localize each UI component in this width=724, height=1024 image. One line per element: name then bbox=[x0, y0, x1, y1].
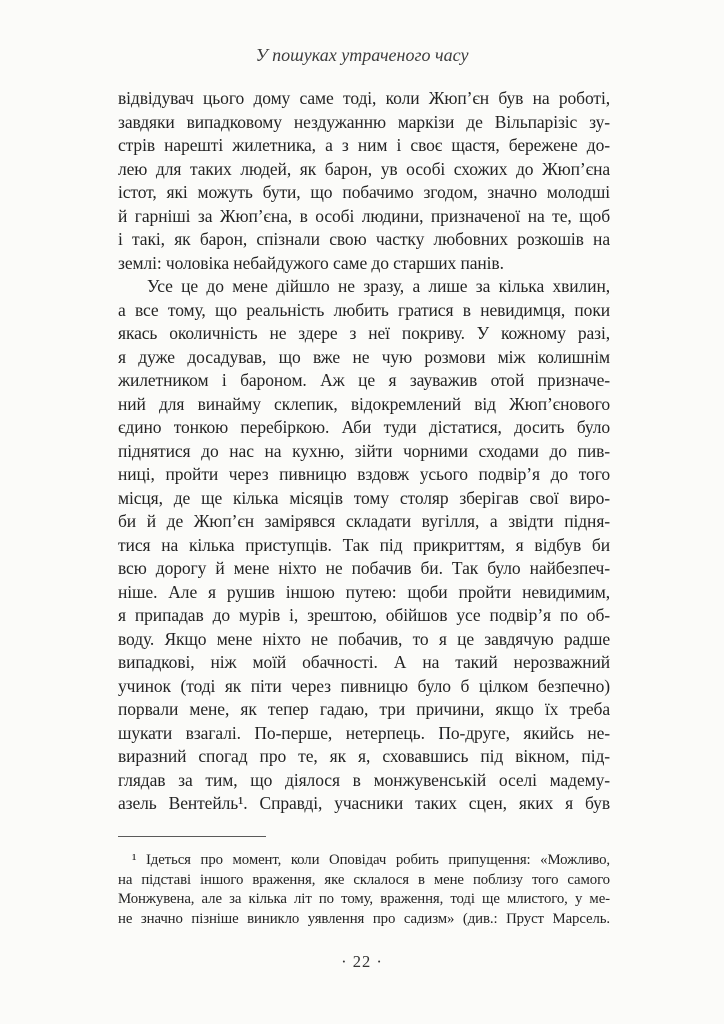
page-number: · 22 · bbox=[341, 952, 383, 971]
text-line: тися на кілька приступців. Так під прикриттям, я відбув би bbox=[118, 534, 610, 555]
body-text bbox=[118, 87, 610, 816]
footnote-line: ¹ Ідеться про момент, коли Оповідач робить припущення: «Можливо, bbox=[132, 852, 610, 868]
text-line: землі: чоловіка небайдужого саме до старших панів. bbox=[118, 252, 504, 273]
text-line: єдино тонкою перебіркою. Аби туди дістатися, досить було bbox=[118, 417, 610, 437]
text-line: азель Вентейль¹. Справді, учасники таких сцен, яких я був bbox=[118, 793, 610, 813]
text-line: Усе це до мене дійшло не зразу, а лише за кілька хвилин, bbox=[147, 276, 610, 296]
text-line: й гарніші за Жюп’єна, в особі людини, призначеної на те, щоб bbox=[118, 205, 610, 226]
paragraph bbox=[118, 275, 610, 816]
text-line: воду. Якщо мене ніхто не побачив, то я це завдячую радше bbox=[118, 628, 610, 649]
text-line: лею для таких людей, як барон, ув особі схожих до Жюп’єна bbox=[118, 158, 610, 179]
running-head: У пошуках утраченого часу bbox=[255, 45, 469, 65]
footnote-line: Монжувена, але за кілька літ по тому, враження, тоді ще млистого, у ме- bbox=[118, 891, 610, 907]
text-line: ний для винайму склепик, відокремлений від Жюп’єнового bbox=[118, 393, 610, 414]
text-line: стрів нарешті жилетника, а з ним і своє щастя, бережене до- bbox=[118, 135, 610, 155]
text-line: учинок (тоді як піти через пивницю було б цілком безпечно) bbox=[118, 675, 610, 696]
text-line: ниці, пройти через пивницю вздовж усього подвір’я до того bbox=[118, 464, 610, 484]
text-line: я припадав до мурів і, зрештою, обійшов усе подвір’я по об- bbox=[118, 605, 610, 625]
footnote-line: на підставі іншого враження, яке склалося в мене поблизу того самого bbox=[118, 871, 610, 888]
footnote-text bbox=[118, 851, 610, 929]
text-line: істот, які можуть бути, що побачимо згодом, значно молодші bbox=[118, 182, 610, 202]
text-line: жилетником і бароном. Аж це я зауважив отой призначе- bbox=[118, 370, 610, 390]
footnote-rule bbox=[118, 836, 266, 837]
text-line: а все тому, що реальність любить гратися в невидимця, поки bbox=[118, 299, 610, 320]
text-line: місця, де ще кілька місяців тому столяр зберігав свої виро- bbox=[118, 487, 610, 508]
footnote-line: не значно пізніше виникло уявлення про садизм» (див.: Пруст Марсель. bbox=[118, 910, 610, 927]
text-line: ніше. Але я рушив іншою путею: щоби пройти невидимим, bbox=[118, 581, 610, 602]
text-line: завдяки випадковому нездужанню маркізи де Вільпарізіс зу- bbox=[118, 111, 610, 132]
text-line: і такі, як барон, спізнали свою частку любовних розкошів на bbox=[118, 229, 610, 249]
text-line: відвідувач цього дому саме тоді, коли Жюп’єн був на роботі, bbox=[118, 88, 610, 108]
text-line: я дуже досадував, що вже не чую розмови між колишнім bbox=[118, 346, 610, 367]
text-line: випадкові, ніж моїй обачності. А на такий нерозважний bbox=[118, 652, 610, 672]
text-line: всю дорогу й мене ніхто не побачив би. Так було найбезпеч- bbox=[118, 558, 610, 578]
paragraph bbox=[118, 87, 610, 275]
text-line: глядав за тим, що діялося в монжувенській оселі мадему- bbox=[118, 769, 610, 790]
text-line: порвали мене, як тепер гадаю, три причини, якщо їх треба bbox=[118, 699, 610, 719]
text-line: якась околичність не здере з неї покриву. У кожному разі, bbox=[118, 323, 610, 343]
text-line: би й де Жюп’єн замірявся складати вугілля, а звідти підня- bbox=[118, 511, 610, 531]
text-line: виразний спогад про те, як я, сховавшись під вікном, під- bbox=[118, 746, 610, 766]
text-line: шукати взагалі. По-перше, нетерпець. По-друге, якийсь не- bbox=[118, 722, 610, 743]
text-line: піднятися до нас на кухню, зійти чорними сходами до пив- bbox=[118, 440, 610, 461]
